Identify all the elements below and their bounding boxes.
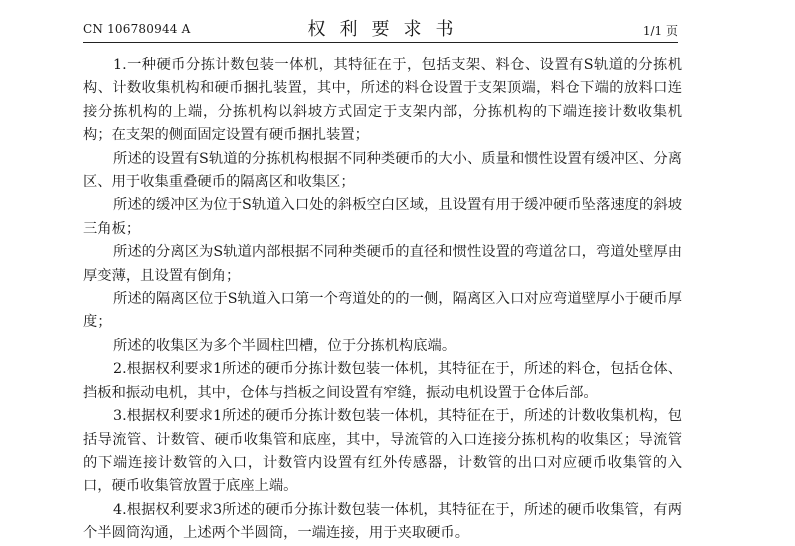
page-number: 1/1 页 bbox=[642, 24, 678, 38]
publication-number: CN 106780944 A bbox=[83, 22, 191, 36]
claim-paragraph: 所述的收集区为多个半圆柱凹槽，位于分拣机构底端。 bbox=[113, 337, 457, 354]
claim-paragraph: 2.根据权利要求1所述的硬币分拣计数包装一体机，其特征在于，所述的料仓，包括仓体、挡板和振动电机，其中，仓体与挡板之间设置有窄缝，振动电机设置于仓体后部。 bbox=[83, 361, 682, 401]
document-title: 权利要求书 bbox=[307, 19, 468, 40]
claim-paragraph: 所述的缓冲区为位于S轨道入口处的斜板空白区域，且设置有用于缓冲硬币坠落速度的斜坡三角板； bbox=[83, 197, 682, 237]
claim-paragraph: 1.一种硬币分拣计数包装一体机，其特征在于，包括支架、料仓、设置有S轨道的分拣机构、计数收集机构和硬币捆扎装置，其中，所述的料仓设置于支架顶端，料仓下端的放料口连接分拣机构的上端，分拣机构以斜坡方式固定于支架内部，分拣机构的下端连接计数收集机构；在支架的侧面固定设置有硬币捆扎装置； bbox=[83, 57, 682, 144]
claim-paragraph: 所述的分离区为S轨道内部根据不同种类硬币的直径和惯性设置的弯道岔口，弯道处壁厚由厚变薄，且设置有倒角； bbox=[83, 244, 682, 284]
claims-body bbox=[83, 54, 682, 546]
page-header bbox=[83, 0, 678, 42]
claim-paragraph: 所述的设置有S轨道的分拣机构根据不同种类硬币的大小、质量和惯性设置有缓冲区、分离区、用于收集重叠硬币的隔离区和收集区； bbox=[83, 150, 682, 191]
claim-paragraph: 所述的隔离区位于S轨道入口第一个弯道处的的一侧，隔离区入口对应弯道壁厚小于硬币厚度； bbox=[83, 291, 682, 331]
claim-paragraph: 4.根据权利要求3所述的硬币分拣计数包装一体机，其特征在于，所述的硬币收集管，有两个半圆筒沟通，上述两个半圆筒，一端连接，用于夹取硬币。 bbox=[83, 501, 682, 542]
claim-paragraph: 3.根据权利要求1所述的硬币分拣计数包装一体机，其特征在于，所述的计数收集机构，包括导流管、计数管、硬币收集管和底座，其中，导流管的入口连接分拣机构的收集区；导流管的下端连接计数管的入口，计数管内设置有红外传感器，计数管的出口对应硬币收集管的入口，硬币收集管放置于底座上端。 bbox=[83, 408, 682, 495]
header-rule bbox=[83, 42, 678, 43]
